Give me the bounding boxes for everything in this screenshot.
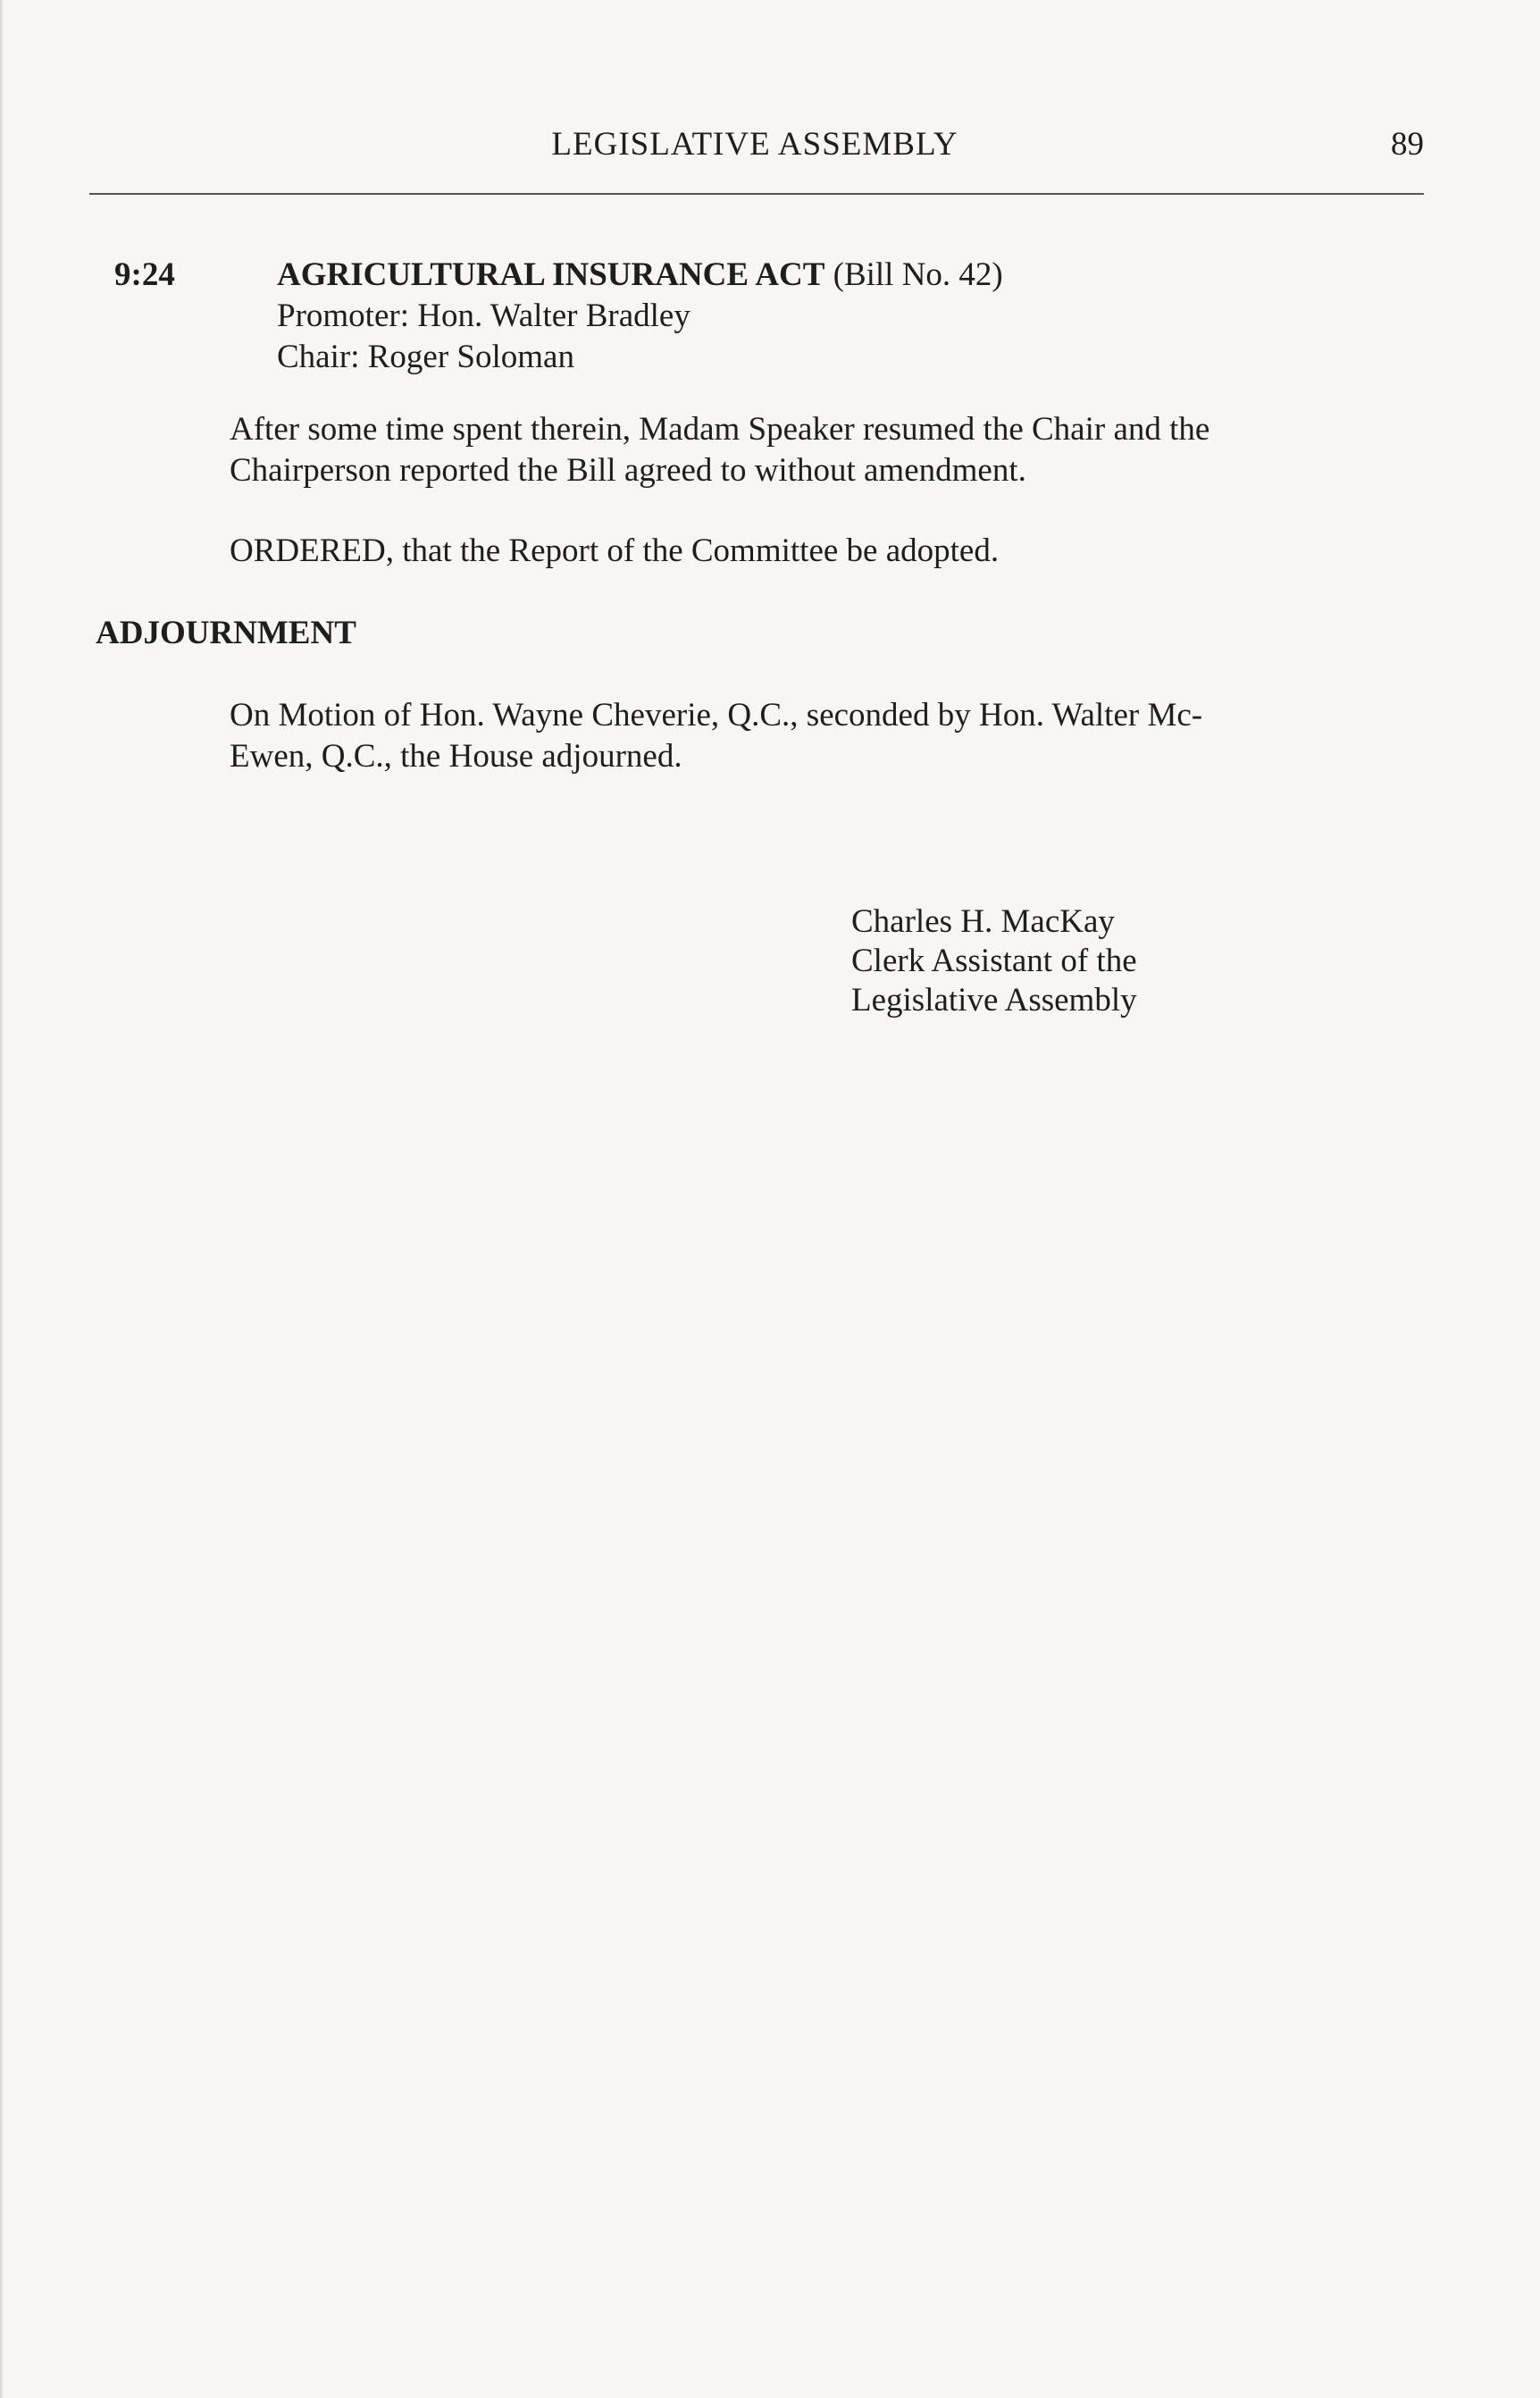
page-number: 89 bbox=[1391, 126, 1424, 163]
report-paragraph-line-2: Chairperson reported the Bill agreed to without amendment. bbox=[230, 452, 1026, 489]
adjournment-line-2: Ewen, Q.C., the House adjourned. bbox=[230, 738, 682, 775]
item-time: 9:24 bbox=[114, 256, 175, 293]
report-paragraph-line-1: After some time spent therein, Madam Speaker resumed the Chair and the bbox=[230, 411, 1210, 448]
running-title: LEGISLATIVE ASSEMBLY bbox=[551, 126, 958, 163]
bill-title: AGRICULTURAL INSURANCE ACT bbox=[277, 256, 825, 293]
adjournment-line-1: On Motion of Hon. Wayne Cheverie, Q.C., seconded by Hon. Walter Mc- bbox=[230, 697, 1203, 734]
promoter: Promoter: Hon. Walter Bradley bbox=[277, 298, 690, 334]
signature-title-line-1: Clerk Assistant of the bbox=[851, 943, 1137, 979]
bill-number: (Bill No. 42) bbox=[833, 256, 1003, 293]
bill-title-line bbox=[277, 256, 1003, 295]
ordered-paragraph: ORDERED, that the Report of the Committee be adopted. bbox=[230, 532, 1000, 569]
chair: Chair: Roger Soloman bbox=[277, 339, 574, 375]
page-edge-shadow bbox=[0, 0, 4, 2398]
header-rule bbox=[89, 193, 1424, 195]
signature-name: Charles H. MacKay bbox=[851, 903, 1115, 940]
running-header bbox=[0, 125, 1540, 170]
signature-title-line-2: Legislative Assembly bbox=[851, 982, 1137, 1019]
adjournment-heading: ADJOURNMENT bbox=[96, 615, 356, 651]
